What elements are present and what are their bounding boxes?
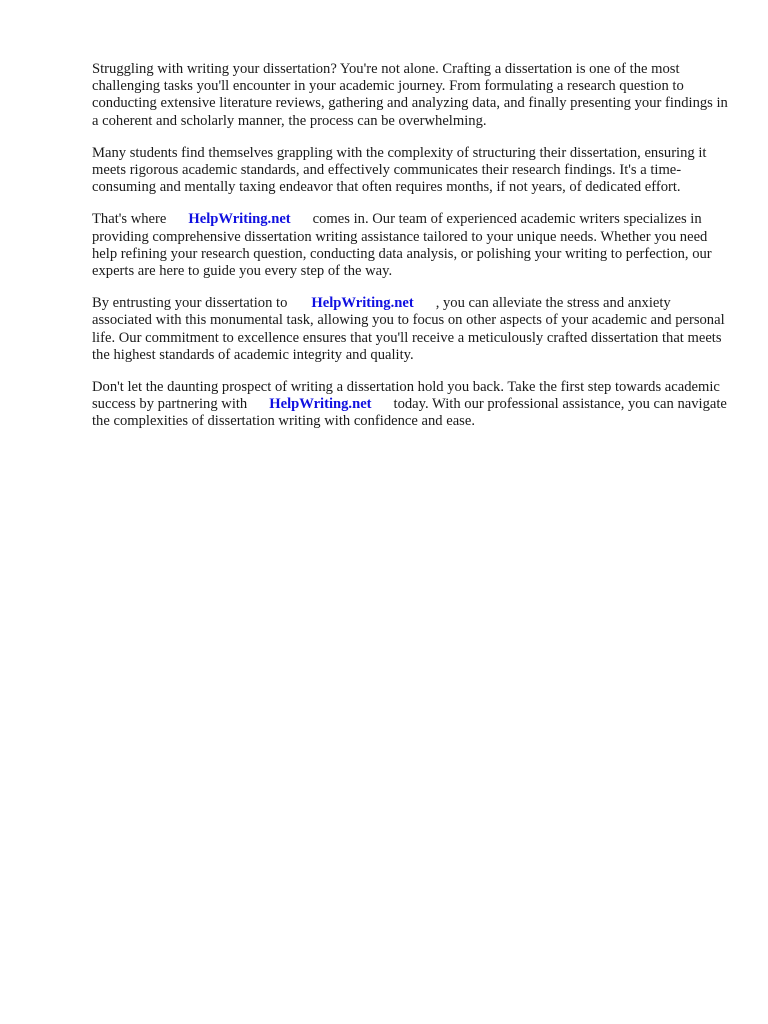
paragraph-service-intro — [92, 211, 728, 280]
document-body — [92, 61, 728, 446]
paragraph-intro — [92, 61, 728, 130]
paragraph-entrusting-before: By entrusting your dissertation to — [92, 295, 288, 312]
paragraph-service-intro-before: That's where — [92, 211, 167, 228]
paragraph-call-to-action-after: today. With our professional assistance, you can navigate the complexities of dissertation writing with confidence and ease. — [92, 396, 727, 430]
paragraph-service-intro-after: comes in. Our team of experienced academic writers specializes in providing comprehensive dissertation writing assistance tailored to your unique needs. Whether you need help refining your research question, conducting data analysis, or polishing your writing to perfection, our experts are here to guide you every step of the way. — [92, 211, 712, 280]
paragraph-call-to-action-before: Don't let the daunting prospect of writing a dissertation hold you back. Take the first step towards academic success by partnering with — [92, 379, 720, 413]
helpwriting-link-3[interactable]: HelpWriting.net — [269, 396, 372, 413]
helpwriting-link-2[interactable]: HelpWriting.net — [311, 295, 414, 312]
paragraph-struggles-text: Many students find themselves grappling with the complexity of structuring their dissertation, ensuring it meets rigorous academic standards, and effectively communicates their research findings. It's a time-consuming and mentally taxing endeavor that often requires months, if not years, of dedicated effort. — [92, 144, 707, 196]
paragraph-entrusting-after: , you can alleviate the stress and anxiety associated with this monumental task, allowing you to focus on other aspects of your academic and personal life. Our commitment to excellence ensures that you'll receive a meticulously crafted dissertation that meets the highest standards of academic integrity and quality. — [92, 295, 725, 363]
helpwriting-link-1[interactable]: HelpWriting.net — [188, 211, 291, 228]
paragraph-call-to-action — [92, 379, 728, 431]
paragraph-intro-text: Struggling with writing your dissertation? You're not alone. Crafting a dissertation is one of the most challenging tasks you'll encounter in your academic journey. From formulating a research question to conducting extensive literature reviews, gathering and analyzing data, and finally presenting your findings in a coherent and scholarly manner, the process can be overwhelming. — [92, 61, 728, 129]
paragraph-struggles — [92, 145, 728, 197]
paragraph-entrusting — [92, 295, 728, 364]
